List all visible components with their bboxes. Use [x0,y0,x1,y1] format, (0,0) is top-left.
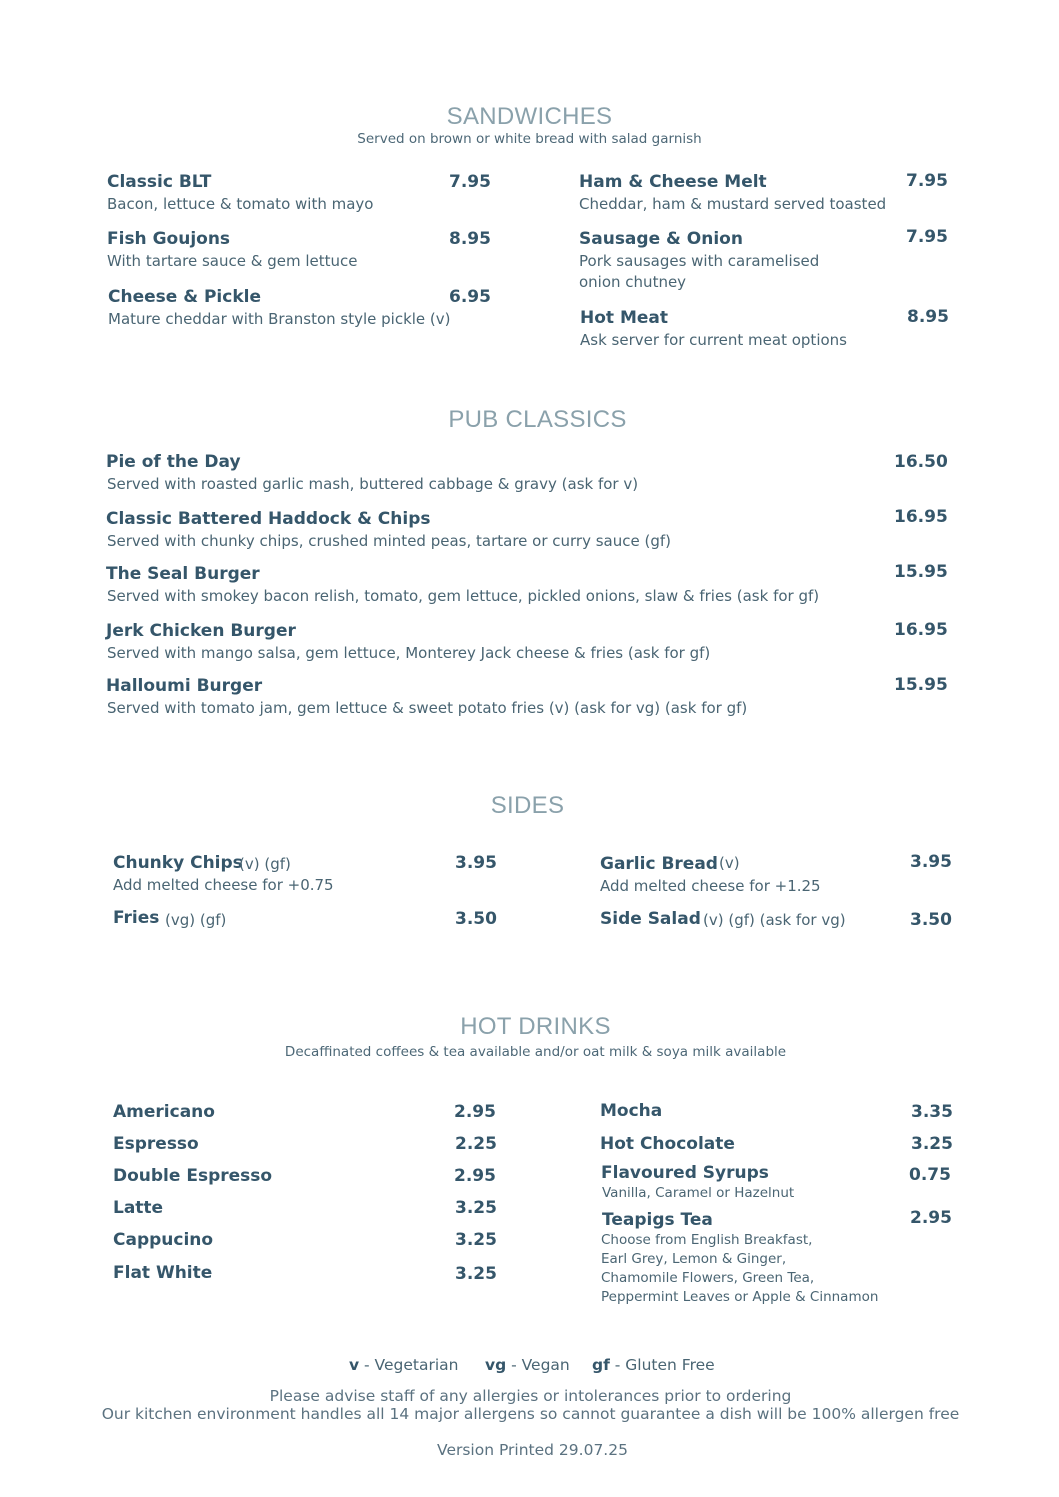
menu-item-description: Ask server for current meat options [580,331,847,349]
menu-item-price: 3.25 [455,1198,497,1218]
menu-item-name: Hot Chocolate [600,1134,735,1154]
menu-item-description: Cheddar, ham & mustard served toasted [579,195,887,213]
menu-item-name: Cappucino [113,1230,214,1250]
legend-vegan [485,1356,570,1374]
menu-item-price: 3.25 [911,1134,953,1154]
menu-item-price: 7.95 [906,227,948,247]
menu-item-price: 16.95 [894,507,948,527]
menu-item-name: Cheese & Pickle [108,287,261,307]
sandwiches-heading: SANDWICHES [446,103,613,130]
dietary-tags: (vg) (gf) [165,911,227,929]
menu-item-name: Garlic Bread [600,854,718,874]
menu-item-description: With tartare sauce & gem lettuce [107,252,358,270]
menu-item-name: Americano [113,1102,215,1122]
menu-item-description: Choose from English Breakfast, [601,1232,813,1248]
menu-item-name: Halloumi Burger [106,676,263,696]
hot-drinks-subheading: Decaffinated coffees & tea available and/or oat milk & soya milk available [284,1044,787,1060]
sandwiches-subheading: Served on brown or white bread with salad garnish [357,131,702,147]
dietary-tags: (v) (gf) (ask for vg) [703,911,846,929]
legend-code: vg [485,1356,507,1374]
allergy-notice: Please advise staff of any allergies or intolerances prior to ordering [269,1387,792,1405]
menu-item-name: Classic Battered Haddock & Chips [106,509,431,529]
menu-item-price: 0.75 [909,1165,951,1185]
menu-item-price: 3.35 [911,1102,953,1122]
menu-item-name: Side Salad [600,909,701,929]
menu-item-name: Espresso [113,1134,199,1154]
menu-item-description: Served with chunky chips, crushed minted peas, tartare or curry sauce (gf) [107,532,671,550]
menu-item-description: Served with roasted garlic mash, buttered cabbage & gravy (ask for v) [107,475,639,493]
menu-item-name: Fries [113,908,160,928]
menu-item-description: Served with tomato jam, gem lettuce & sweet potato fries (v) (ask for vg) (ask for gf) [107,699,748,717]
legend-text: - Vegan [506,1356,570,1374]
menu-item-description: Served with mango salsa, gem lettuce, Monterey Jack cheese & fries (ask for gf) [107,644,711,662]
menu-item-price: 2.95 [910,1208,952,1228]
menu-item-price: 3.95 [910,852,952,872]
version-printed: Version Printed 29.07.25 [437,1441,628,1459]
menu-item-price: 3.95 [455,853,497,873]
menu-item-description: onion chutney [579,273,687,291]
legend-gluten-free [592,1356,715,1374]
menu-item-price: 6.95 [449,287,491,307]
menu-item-name: The Seal Burger [106,564,260,584]
sides-heading: SIDES [490,792,565,819]
menu-item-description: Pork sausages with caramelised [579,252,820,270]
menu-item-price: 2.95 [454,1166,496,1186]
menu-item-description: Earl Grey, Lemon & Ginger, [601,1251,787,1267]
menu-item-name: Fish Goujons [107,229,231,249]
hot-drinks-heading: HOT DRINKS [460,1013,611,1040]
menu-item-price: 7.95 [449,172,491,192]
menu-item-description: Chamomile Flowers, Green Tea, [601,1270,815,1286]
menu-item-name: Double Espresso [113,1166,273,1186]
menu-item-description: Bacon, lettuce & tomato with mayo [107,195,374,213]
menu-item-price: 15.95 [894,675,948,695]
legend-vegetarian [349,1356,458,1374]
menu-item-name: Pie of the Day [106,452,241,472]
menu-item-price: 8.95 [907,307,949,327]
menu-item-description: Served with smokey bacon relish, tomato, gem lettuce, pickled onions, slaw & fries (ask for gf) [107,587,820,605]
menu-item-description: Vanilla, Caramel or Hazelnut [602,1185,795,1201]
menu-item-name: Classic BLT [107,172,212,192]
menu-item-price: 16.95 [894,620,948,640]
menu-item-name: Teapigs Tea [602,1210,713,1230]
menu-item-name: Mocha [600,1101,663,1121]
menu-item-name: Hot Meat [580,308,668,328]
menu-item-price: 16.50 [894,452,948,472]
menu-item-description: Peppermint Leaves or Apple & Cinnamon [601,1289,879,1305]
menu-item-price: 2.95 [454,1102,496,1122]
menu-item-price: 7.95 [906,171,948,191]
menu-item-price: 3.50 [910,910,952,930]
menu-item-name: Flavoured Syrups [601,1163,769,1183]
menu-item-name: Flat White [113,1263,213,1283]
menu-item-name: Latte [113,1198,164,1218]
menu-item-price: 2.25 [455,1134,497,1154]
menu-item-name: Sausage & Onion [579,229,743,249]
menu-item-name: Ham & Cheese Melt [579,172,767,192]
legend-text: - Vegetarian [359,1356,459,1374]
pub-classics-heading: PUB CLASSICS [448,406,627,433]
menu-item-price: 8.95 [449,229,491,249]
dietary-tags: (v) (gf) [239,855,291,873]
menu-item-name: Jerk Chicken Burger [106,621,296,641]
menu-item-description: Add melted cheese for +0.75 [113,876,334,894]
menu-item-price: 15.95 [894,562,948,582]
allergen-disclaimer: Our kitchen environment handles all 14 major allergens so cannot guarantee a dish will be 100% allergen free [101,1405,960,1423]
menu-item-description: Add melted cheese for +1.25 [600,877,821,895]
menu-item-description: Mature cheddar with Branston style pickle (v) [108,310,451,328]
legend-code: gf [592,1356,610,1374]
dietary-tags: (v) [719,854,740,872]
menu-item-price: 3.25 [455,1230,497,1250]
menu-item-price: 3.50 [455,909,497,929]
legend-code: v [349,1356,360,1374]
menu-item-price: 3.25 [455,1264,497,1284]
menu-item-name: Chunky Chips [113,853,243,873]
legend-text: - Gluten Free [609,1356,715,1374]
